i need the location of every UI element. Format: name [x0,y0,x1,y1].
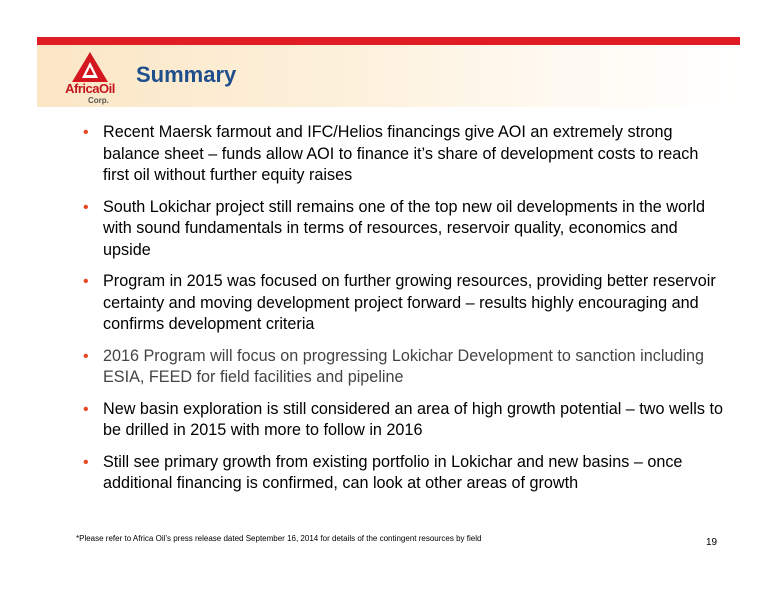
bullet-text: Still see primary growth from existing portfolio in Lokichar and new basins – once additional financing is confirmed, can look at other areas of growth [103,452,683,492]
bullet-text: New basin exploration is still considered an area of high growth potential – two wells to be drilled in 2015 with more to follow in 2016 [103,399,723,439]
company-logo [60,52,120,110]
bullet-icon: • [83,453,89,471]
slide-title: Summary [136,62,237,87]
top-accent-bar [37,37,740,45]
bullet-item [83,122,723,187]
bullet-icon: • [83,400,89,418]
bullet-item [83,197,723,262]
footnote: *Please refer to Africa Oil’s press release dated September 16, 2014 for details of the contingent resources by field [76,534,482,543]
logo-mark-icon [68,52,112,82]
bullet-text: South Lokichar project still remains one of the top new oil developments in the world with sound fundamentals in terms of resources, reservoir quality, economics and upside [103,197,705,259]
bullet-icon: • [83,273,89,290]
bullet-item [83,346,723,389]
bullet-item [83,399,723,442]
logo-word-oil: Oil [99,81,115,96]
logo-word-africa: Africa [65,81,99,96]
bullet-list [83,122,723,505]
page-number: 19 [706,537,718,548]
logo-suffix: Corp. [88,96,109,105]
bullet-icon: • [83,347,89,365]
bullet-text: Program in 2015 was focused on further growing resources, providing better reservoir certainty and moving development project forward – results highly encouraging and confirms development criteria [103,272,716,333]
bullet-text: Recent Maersk farmout and IFC/Helios financings give AOI an extremely strong balance sheet – funds allow AOI to finance it’s share of development costs to reach first oil without further equity raises [103,123,699,184]
bullet-item [83,271,723,336]
bullet-item [83,452,723,495]
bullet-text: 2016 Program will focus on progressing Lokichar Development to sanction including ESIA, FEED for field facilities and pipeline [103,346,705,386]
bullet-icon: • [83,198,89,216]
logo-wordmark [60,81,120,96]
bullet-icon: • [83,124,89,141]
